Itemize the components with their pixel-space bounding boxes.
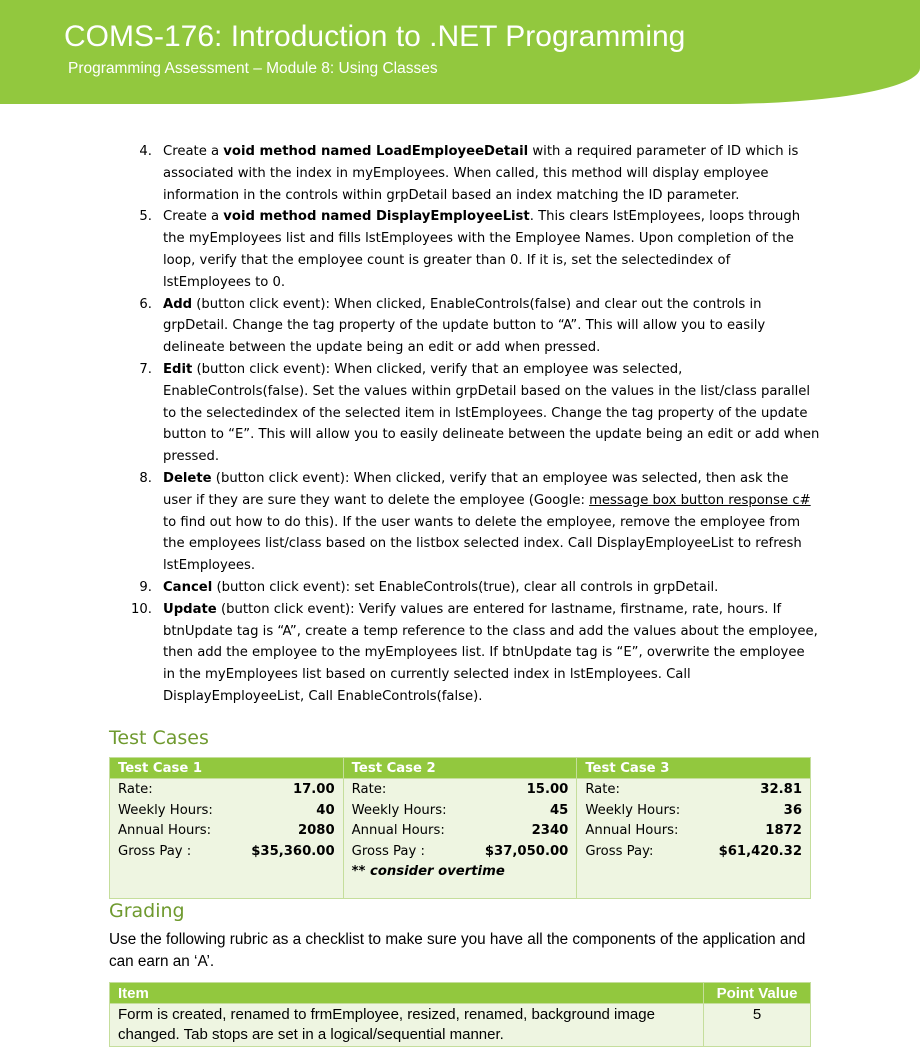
case-row-rate: Rate: 15.00 — [351, 782, 569, 797]
step-item — [130, 359, 820, 468]
instruction-steps — [130, 141, 820, 708]
table-row — [110, 1004, 811, 1047]
step-text: (button click event): When clicked, verify that an employee was selected, EnableControls(false). Set the values within grpDetail based on the values in the list/class parallel to the selectedindex of the selected item in lstEmployees. Change the tag property of the update button to “E”. This will allow you to easily delineate between the update being an edit or add when pressed. — [163, 361, 820, 465]
step-text-pre: Create a — [163, 209, 224, 225]
step-item — [130, 468, 820, 577]
header-banner — [0, 0, 920, 104]
step-item — [130, 577, 820, 599]
step-keyword: Cancel — [163, 579, 213, 595]
case-row-weekly-hours: Weekly Hours: 45 — [351, 802, 569, 818]
test-case-cell — [110, 779, 344, 899]
step-text: . This clears lstEmployees, loops through the myEmployees list and fills lstEmployees with the Employee Names. Upon completion of the loop, verify that the employee count is greater than 0. If it is, set the selectedindex of lstEmployees to 0. — [163, 209, 801, 290]
test-case-cell — [343, 779, 577, 899]
step-text-pre: Create a — [163, 144, 224, 159]
rubric-item: Form is created, renamed to frmEmployee, resized, renamed, background image changed. Tab stops are set in a logical/sequential manner. — [110, 1004, 704, 1047]
step-item — [130, 294, 820, 359]
step-text: (button click event): set EnableControls(true), clear all controls in grpDetail. — [212, 579, 719, 595]
step-text: (button click event): When clicked, verify that an employee was selected, then ask the user if they are sure they want to delete the employee (Google: — [163, 470, 789, 508]
step-item — [130, 141, 820, 206]
step-number: 5. — [139, 209, 152, 225]
case-row-annual-hours: Annual Hours: 1872 — [585, 823, 802, 839]
case-row-weekly-hours: Weekly Hours: 36 — [585, 802, 802, 818]
case-row-gross-pay: Gross Pay : $35,360.00 — [118, 843, 335, 859]
step-keyword: Edit — [163, 361, 193, 377]
case-row-weekly-hours: Weekly Hours: 40 — [118, 802, 335, 818]
grading-intro: Use the following rubric as a checklist to make sure you have all the components of the application and can earn an ‘A’. — [109, 931, 806, 970]
overtime-note: ** consider overtime — [351, 864, 505, 880]
step-keyword: Add — [163, 296, 193, 312]
assessment-subtitle: Programming Assessment – Module 8: Using Classes — [68, 60, 438, 77]
test-case-header: Test Case 1 — [110, 758, 344, 779]
case-row-annual-hours: Annual Hours: 2080 — [118, 823, 335, 839]
step-number: 10. — [131, 601, 152, 617]
step-number: 8. — [139, 470, 152, 486]
test-case-cell — [577, 779, 811, 899]
step-keyword: void method named LoadEmployeeDetail — [223, 144, 529, 159]
google-search-link[interactable]: message box button response c# — [589, 492, 811, 508]
test-cases-heading: Test Cases — [109, 727, 209, 749]
step-keyword: Delete — [163, 470, 212, 486]
test-cases-table — [109, 757, 811, 899]
rubric-points: 5 — [704, 1004, 811, 1047]
rubric-item-header: Item — [110, 983, 704, 1004]
step-text: with a required parameter of ID which is associated with the index in myEmployees. When called, this method will display employee information in the controls within grpDetail based an index matching the ID parameter. — [163, 144, 799, 203]
step-number: 9. — [139, 579, 152, 595]
step-number: 7. — [139, 361, 152, 377]
step-number: 6. — [139, 296, 152, 312]
step-item — [130, 206, 820, 293]
case-row-rate: Rate: 32.81 — [585, 782, 802, 797]
case-row-gross-pay: Gross Pay : $37,050.00 — [351, 843, 569, 859]
test-case-header: Test Case 3 — [577, 758, 811, 779]
step-keyword: Update — [163, 601, 217, 617]
case-row-annual-hours: Annual Hours: 2340 — [351, 823, 569, 839]
grading-heading: Grading — [109, 900, 185, 922]
step-text: (button click event): Verify values are entered for lastname, firstname, rate, hours. If btnUpdate tag is “A”, create a temp reference to the class and add the values about the employee, then add the employee to the myEmployees list. If btnUpdate tag is “E”, overwrite the employee in the myEmployees list based on currently selected index in lstEmployees. Call DisplayEmployeeList, Call EnableControls(false). — [163, 601, 818, 704]
rubric-points-header: Point Value — [704, 983, 811, 1004]
step-number: 4. — [139, 144, 152, 159]
course-title: COMS-176: Introduction to .NET Programming — [64, 20, 686, 53]
step-text: (button click event): When clicked, EnableControls(false) and clear out the controls in grpDetail. Change the tag property of the update button to “A”. This will allow you to easily delineate between the update being an edit or add when pressed. — [163, 296, 766, 356]
step-item — [130, 599, 820, 708]
case-row-rate: Rate: 17.00 — [118, 782, 335, 797]
case-row-gross-pay: Gross Pay: $61,420.32 — [585, 843, 802, 859]
step-keyword: void method named DisplayEmployeeList — [223, 209, 530, 225]
rubric-table — [109, 982, 811, 1047]
step-text-continued: to find out how to do this). If the user wants to delete the employee, remove the employee from the employees list/class based on the listbox selected index. Call DisplayEmployeeList to refresh lstEmployees. — [163, 514, 802, 574]
test-case-header: Test Case 2 — [343, 758, 577, 779]
